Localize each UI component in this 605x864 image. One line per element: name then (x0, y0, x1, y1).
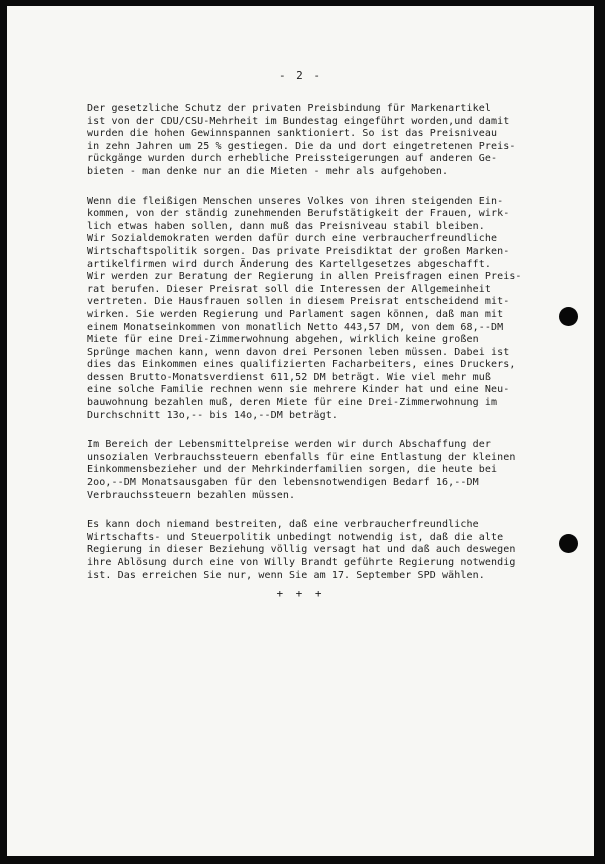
text-line: in zehn Jahren um 25 % gestiegen. Die da und dort eingetretenen Preis- (87, 140, 516, 152)
paragraph-price-binding (87, 103, 565, 179)
text-line: wurden die hohen Gewinnspannen sanktioniert. So ist das Preisniveau (87, 128, 498, 140)
punch-hole-bottom (559, 534, 578, 553)
text-line: eine solche Familie rechnen wenn sie mehrere Kinder hat und eine Neu- (87, 384, 510, 396)
text-line: ist von der CDU/CSU-Mehrheit im Bundestag eingeführt worden,und damit (87, 115, 510, 127)
text-line: einem Monatseinkommen von monatlich Netto 443,57 DM, von dem 68,--DM (87, 321, 504, 333)
text-line: ist. Das erreichen Sie nur, wenn Sie am 17. September SPD wählen. (87, 569, 485, 581)
text-line: Im Bereich der Lebensmittelpreise werden wir durch Abschaffung der (87, 439, 491, 451)
body-text (87, 103, 565, 599)
paragraph-price-stability (87, 196, 565, 423)
text-line: Sprünge machen kann, wenn davon drei Personen leben müssen. Dabei ist (87, 346, 510, 358)
text-line: lich etwas haben sollen, dann muß das Preisniveau stabil bleiben. (87, 220, 485, 232)
text-line: bieten - man denke nur an die Mieten - mehr als aufgehoben. (87, 165, 449, 177)
text-line: ihre Ablösung durch eine von Willy Brandt geführte Regierung notwendig (87, 557, 516, 568)
text-line: dessen Brutto-Monatsverdienst 611,52 DM beträgt. Wie viel mehr muß (87, 371, 491, 383)
document-page (7, 6, 594, 856)
text-line: Es kann doch niemand bestreiten, daß eine verbraucherfreundliche (87, 519, 479, 531)
text-line: Durchschnitt 13o,-- bis 14o,--DM beträgt. (87, 409, 338, 421)
paragraph-conclusion (87, 519, 565, 582)
text-line: artikelfirmen wird durch Änderung des Kartellgesetzes abgeschafft. (87, 258, 491, 270)
text-line: 2oo,--DM Monatsausgaben für den lebensnotwendigen Bedarf 16,--DM (87, 477, 479, 489)
text-line: Wir Sozialdemokraten werden dafür durch eine verbraucherfreundliche (87, 233, 498, 245)
text-line: rat berufen. Dieser Preisrat soll die Interessen der Allgemeinheit (87, 283, 491, 295)
text-line: Verbrauchssteuern bezahlen müssen. (87, 489, 296, 501)
text-line: Miete für eine Drei-Zimmerwohnung abgehen, wirklich keine großen (87, 334, 479, 346)
text-line: wirken. Sie werden Regierung und Parlament sagen können, daß man mit (87, 308, 504, 320)
closing-mark: + + + (276, 587, 325, 600)
page-number: - 2 - (278, 69, 323, 82)
text-line: Wirtschaftspolitik sorgen. Das private Preisdiktat der großen Marken- (87, 245, 510, 257)
text-line: Einkommensbezieher und der Mehrkinderfamilien sorgen, die heute bei (87, 464, 498, 476)
text-line: dies das Einkommen eines qualifizierten Facharbeiters, eines Druckers, (87, 359, 516, 371)
text-line: Wir werden zur Beratung der Regierung in allen Preisfragen einen Preis- (87, 271, 522, 283)
text-line: bauwohnung bezahlen muß, deren Miete für eine Drei-Zimmerwohnung im (87, 397, 498, 409)
text-line: unsozialen Verbrauchssteuern ebenfalls für eine Entlastung der kleinen (87, 451, 516, 463)
text-line: Regierung in dieser Beziehung völlig versagt hat und daß auch deswegen (87, 544, 516, 556)
text-line: Der gesetzliche Schutz der privaten Preisbindung für Markenartikel (87, 103, 491, 114)
text-line: Wenn die fleißigen Menschen unseres Volkes von ihren steigenden Ein- (87, 195, 504, 207)
paragraph-food-prices (87, 439, 565, 502)
text-line: Wirtschafts- und Steuerpolitik unbedingt notwendig ist, daß die alte (87, 531, 504, 543)
text-line: kommen, von der ständig zunehmenden Berufstätigkeit der Frauen, wirk- (87, 208, 510, 220)
text-line: vertreten. Die Hausfrauen sollen in diesem Preisrat entscheidend mit- (87, 296, 510, 308)
punch-hole-top (559, 307, 578, 326)
text-line: rückgänge wurden durch erhebliche Preissteigerungen auf anderen Ge- (87, 153, 498, 165)
